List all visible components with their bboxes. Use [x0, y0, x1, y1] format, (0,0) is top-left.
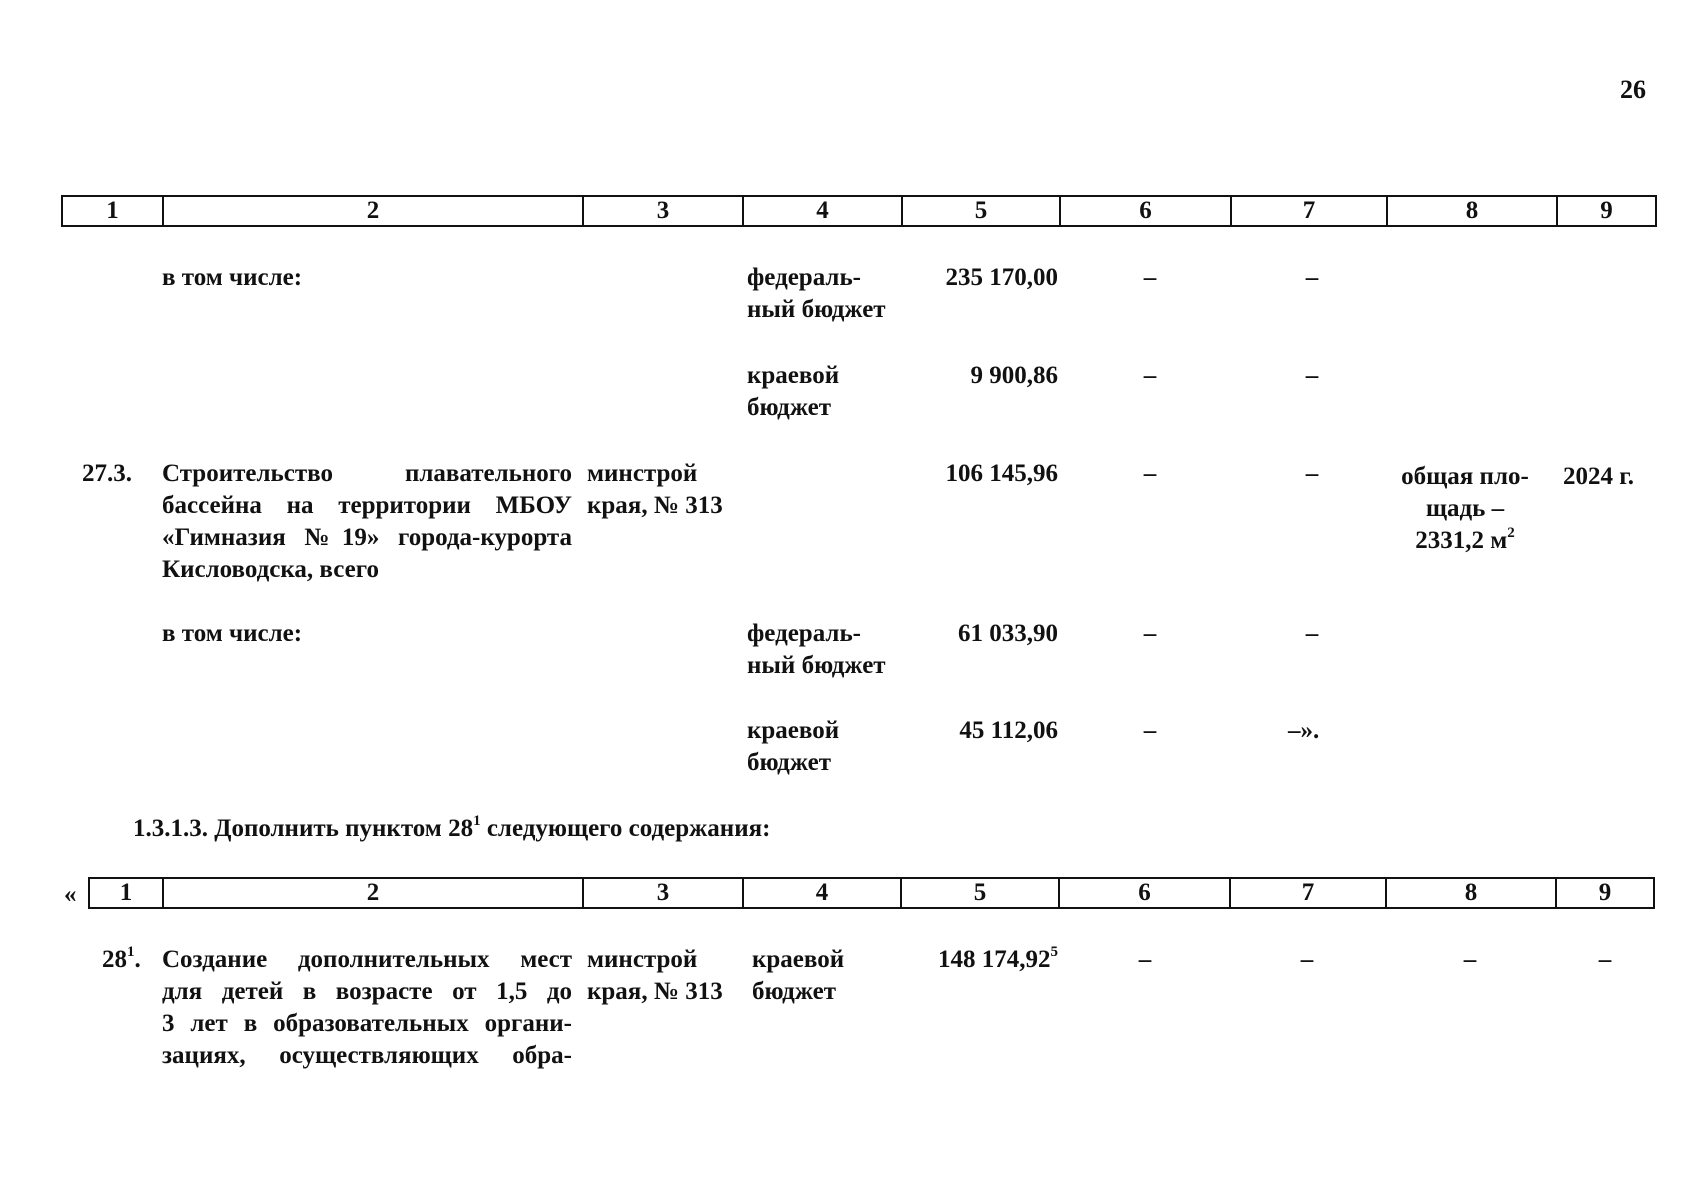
description-line: для детей в возрасте от 1,5 до	[162, 978, 572, 1005]
page-number: 26	[1620, 75, 1646, 104]
column-number-header	[61, 195, 1657, 227]
amount: 45 112,06	[959, 717, 1058, 744]
column-number: 5	[902, 196, 1060, 226]
funding-source	[747, 262, 886, 326]
column-number: 4	[743, 196, 902, 226]
superscript: 2	[1507, 524, 1515, 541]
dash: –	[1143, 264, 1157, 291]
dash: –	[1300, 946, 1314, 973]
result-line	[1380, 525, 1550, 557]
result-line: общая пло-	[1401, 463, 1529, 490]
column-number: 7	[1230, 878, 1386, 908]
description-line: Создание дополнительных мест	[162, 946, 572, 973]
funding-source-line: краевой	[747, 362, 840, 389]
column-number: 2	[163, 878, 583, 908]
amount: 235 170,00	[945, 264, 1058, 291]
superscript: 1	[473, 812, 481, 829]
funding-source-line: ный бюджет	[747, 296, 886, 323]
funding-source-line: ный бюджет	[747, 652, 886, 679]
dash: –	[1143, 620, 1157, 647]
column-number: 1	[89, 878, 163, 908]
funding-source-line: бюджет	[752, 978, 836, 1005]
description-line: 3 лет в образовательных органи-	[162, 1010, 572, 1037]
column-number: 3	[583, 878, 743, 908]
description-line: Кисловодска, всего	[162, 556, 379, 583]
dash: –	[1305, 362, 1319, 389]
column-number: 4	[743, 878, 901, 908]
dash: –	[1463, 946, 1477, 973]
executor	[587, 944, 723, 1008]
column-number: 5	[901, 878, 1059, 908]
funding-source	[747, 618, 886, 682]
item-description	[162, 944, 572, 1072]
dash: –	[1143, 460, 1157, 487]
amount: 106 145,96	[945, 460, 1058, 487]
funding-source-line: федераль-	[747, 264, 862, 291]
column-number: 6	[1060, 196, 1231, 226]
opening-quote: «	[64, 881, 77, 908]
subtotal-label: в том числе:	[162, 620, 303, 647]
instruction-text: 1.3.1.3. Дополнить пунктом 28	[133, 815, 474, 842]
funding-source-line: бюджет	[747, 749, 831, 776]
funding-source-line: бюджет	[747, 394, 831, 421]
description-line: «Гимназия №19» города-курорта	[162, 524, 572, 551]
funding-source	[747, 360, 839, 424]
description-line: Строительство плавательного	[162, 460, 572, 487]
amount	[860, 944, 1058, 976]
column-number: 6	[1059, 878, 1230, 908]
dash-with-closing-quote: –».	[1288, 717, 1320, 744]
dash: –	[1305, 264, 1319, 291]
amount: 9 900,86	[970, 362, 1058, 389]
item-number-text: 28	[102, 946, 127, 973]
subtotal-label: в том числе:	[162, 264, 303, 291]
column-number: 1	[62, 196, 163, 226]
superscript: 5	[1050, 943, 1058, 960]
description-line: зациях, осуществляющих обра-	[162, 1042, 572, 1069]
instruction-text: следующего содержания:	[480, 815, 771, 842]
dash: –	[1138, 946, 1152, 973]
description-line: бассейна на территории МБОУ	[162, 492, 572, 519]
column-number: 3	[583, 196, 743, 226]
result-line: щадь –	[1425, 495, 1505, 522]
column-number: 8	[1386, 878, 1556, 908]
funding-source-line: краевой	[747, 717, 840, 744]
instruction-paragraph	[133, 813, 770, 845]
item-description	[162, 458, 572, 586]
funding-source-line: федераль-	[747, 620, 862, 647]
column-number-header	[88, 877, 1655, 909]
dash: –	[1305, 620, 1319, 647]
dash: –	[1598, 946, 1612, 973]
executor-line: минстрой	[587, 460, 698, 487]
amount: 61 033,90	[958, 620, 1058, 647]
funding-source	[747, 715, 839, 779]
column-number: 9	[1556, 878, 1654, 908]
column-number: 9	[1557, 196, 1656, 226]
dash: –	[1305, 460, 1319, 487]
result-indicator	[1380, 461, 1550, 557]
item-number	[102, 944, 141, 976]
funding-source	[752, 944, 844, 1008]
funding-source-line: краевой	[752, 946, 845, 973]
executor-line: края, № 313	[587, 492, 723, 519]
result-text: 2331,2 м	[1415, 527, 1508, 554]
column-number: 2	[163, 196, 583, 226]
executor-line: края, № 313	[587, 978, 723, 1005]
executor	[587, 458, 723, 522]
dash: –	[1143, 362, 1157, 389]
dash: –	[1143, 717, 1157, 744]
item-number-text: .	[134, 946, 141, 973]
amount-text: 148 174,92	[938, 946, 1051, 973]
item-number: 27.3.	[82, 460, 132, 487]
column-number: 8	[1387, 196, 1557, 226]
executor-line: минстрой	[587, 946, 698, 973]
year: 2024 г.	[1563, 463, 1635, 490]
superscript: 1	[127, 943, 135, 960]
column-number: 7	[1231, 196, 1387, 226]
